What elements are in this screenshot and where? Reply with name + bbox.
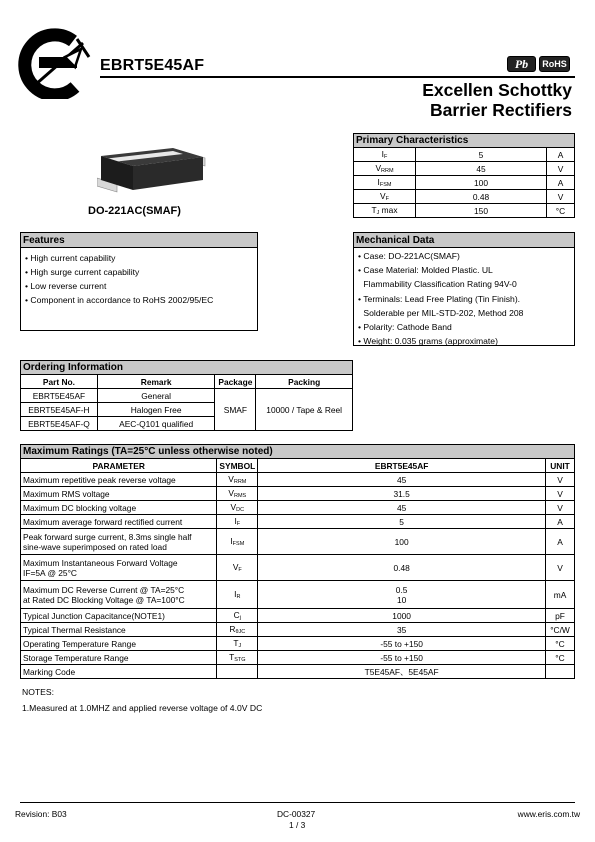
unit-cell: pF [546, 609, 575, 623]
package-label: DO-221AC(SMAF) [88, 205, 181, 217]
parameter-text: Marking Code [23, 666, 76, 677]
footer-revision: Revision: B03 [15, 809, 67, 819]
symbol-letter: V [230, 502, 237, 512]
footer-rule [20, 802, 575, 803]
footer-page-number: 1 / 3 [289, 820, 306, 830]
primary-row [354, 190, 575, 204]
feature-item [25, 279, 253, 293]
mechanical-text: Flammability Classification Rating 94V-0 [363, 279, 517, 290]
primary-row [354, 148, 575, 162]
max-ratings-title: Maximum Ratings (TA=25°C unless otherwise noted) [21, 445, 575, 459]
rating-value: 31.5 [393, 488, 410, 499]
part-number-title: EBRT5E45AF [100, 57, 205, 74]
parameter-text: Maximum DC Reverse Current @ TA=25°C [23, 584, 185, 595]
mechanical-item [358, 306, 570, 320]
feature-item [25, 293, 253, 307]
mechanical-text: Polarity: Cathode Band [363, 322, 452, 333]
value-cell [258, 473, 546, 487]
bullet: • [25, 295, 31, 305]
ordering-remark: AEC-Q101 qualified [97, 417, 214, 431]
symbol-subscript: FSM [232, 541, 245, 547]
features-box [20, 232, 258, 331]
feature-text: High surge current capability [30, 267, 140, 277]
mechanical-text: Solderable per MIL-STD-202, Method 208 [363, 307, 524, 318]
max-ratings-column-header: SYMBOL [217, 459, 258, 473]
symbol-letter: V [380, 191, 386, 201]
parameter-cell [21, 555, 217, 581]
subtitle-line-2: Barrier Rectifiers [429, 100, 572, 120]
max-ratings-row [21, 665, 575, 679]
symbol-cell [217, 623, 258, 637]
symbol-letter: T [229, 652, 235, 662]
symbol-cell [354, 176, 416, 190]
symbol-letter: I [234, 516, 237, 526]
value-cell [258, 637, 546, 651]
features-list [21, 248, 257, 310]
unit-cell: °C [546, 637, 575, 651]
symbol-letter: I [381, 149, 384, 159]
bullet: • [25, 253, 31, 263]
value-cell [258, 623, 546, 637]
bullet: • [358, 251, 364, 261]
value-cell [258, 529, 546, 555]
subtitle-line-1: Excellen Schottky [422, 80, 572, 100]
parameter-cell [21, 651, 217, 665]
symbol-letter: V [232, 562, 239, 572]
symbol-letter: I [377, 177, 380, 187]
rating-value: 45 [396, 474, 407, 485]
parameter-text: at Rated DC Blocking Voltage @ TA=100°C [23, 594, 185, 605]
mechanical-item [358, 292, 570, 306]
feature-item [25, 251, 253, 265]
unit-cell [546, 665, 575, 679]
features-title: Features [21, 233, 257, 248]
pb-free-badge: Pb [507, 56, 536, 72]
symbol-cell [217, 487, 258, 501]
symbol-cell [217, 651, 258, 665]
bullet: • [358, 265, 364, 276]
rating-value: -55 to +150 [380, 652, 423, 663]
primary-value: 150 [416, 204, 547, 218]
symbol-subscript: J [376, 210, 380, 216]
symbol-cell [354, 162, 416, 176]
mechanical-text: Weight: 0.035 grams (approximate) [363, 336, 498, 347]
ordering-column-header: Part No. [21, 375, 98, 389]
value-cell [258, 581, 546, 609]
symbol-subscript: θJC [235, 629, 246, 635]
ordering-column-header: Packing [256, 375, 353, 389]
max-ratings-row [21, 487, 575, 501]
rating-value: 35 [396, 624, 407, 635]
mechanical-item [358, 249, 570, 263]
mechanical-title: Mechanical Data [354, 233, 574, 248]
value-cell [258, 651, 546, 665]
parameter-text: Maximum RMS voltage [23, 488, 110, 499]
parameter-cell [21, 501, 217, 515]
mechanical-item [358, 334, 570, 348]
rating-value: 45 [396, 502, 407, 513]
notes-title: NOTES: [22, 687, 54, 697]
symbol-subscript: RMS [234, 493, 247, 499]
parameter-cell [21, 623, 217, 637]
symbol-subscript: F [238, 567, 242, 573]
symbol-cell [217, 555, 258, 581]
rohs-badge: RoHS [539, 56, 570, 72]
symbol-cell [217, 473, 258, 487]
primary-value: 45 [416, 162, 547, 176]
symbol-letter: V [375, 163, 382, 173]
bullet: • [25, 281, 31, 291]
rating-value: T5E45AF、5E45AF [364, 666, 439, 677]
symbol-subscript: j [239, 615, 241, 621]
rating-value: -55 to +150 [380, 638, 423, 649]
mechanical-item [358, 320, 570, 334]
maximum-ratings-table [20, 444, 575, 679]
parameter-text: Maximum Instantaneous Forward Voltage [23, 557, 178, 568]
max-ratings-row [21, 473, 575, 487]
symbol-letter: I [234, 589, 237, 599]
rating-value: 0.5 [395, 584, 408, 595]
symbol-cell [354, 204, 416, 218]
mechanical-item [358, 263, 570, 277]
note-1: 1.Measured at 1.0MHZ and applied reverse voltage of 4.0V DC [22, 703, 263, 713]
mechanical-data-box [353, 232, 575, 346]
symbol-letter: V [228, 474, 234, 484]
ordering-remark: General [97, 389, 214, 403]
unit-cell: °C/W [546, 623, 575, 637]
parameter-text: sine-wave superimposed on rated load [23, 541, 167, 552]
parameter-cell [21, 473, 217, 487]
primary-row [354, 162, 575, 176]
max-ratings-column-header: EBRT5E45AF [258, 459, 546, 473]
primary-row [354, 176, 575, 190]
parameter-text: Storage Temperature Range [23, 652, 129, 663]
symbol-letter: R [229, 624, 236, 634]
symbol-letter: T [233, 638, 239, 648]
primary-unit: A [547, 176, 575, 190]
parameter-text: Maximum repetitive peak reverse voltage [23, 474, 176, 485]
ordering-part-no: EBRT5E45AF [21, 389, 98, 403]
ordering-information-table [20, 360, 353, 431]
symbol-suffix: max [379, 205, 398, 215]
ordering-title: Ordering Information [21, 361, 353, 375]
parameter-text: Maximum average forward rectified current [23, 516, 183, 527]
unit-cell: A [546, 515, 575, 529]
value-cell [258, 609, 546, 623]
footer-website: www.eris.com.tw [517, 809, 580, 819]
unit-cell: V [546, 555, 575, 581]
package-image [97, 148, 207, 196]
parameter-cell [21, 665, 217, 679]
symbol-letter: C [233, 610, 240, 620]
primary-row [354, 204, 575, 218]
symbol-subscript: F [385, 196, 389, 202]
unit-cell: V [546, 501, 575, 515]
max-ratings-row [21, 529, 575, 555]
ordering-column-header: Remark [97, 375, 214, 389]
symbol-cell [217, 665, 258, 679]
symbol-subscript: FSM [379, 182, 392, 188]
max-ratings-row [21, 555, 575, 581]
symbol-subscript: J [238, 643, 242, 649]
max-ratings-row [21, 609, 575, 623]
parameter-text: Maximum DC blocking voltage [23, 502, 137, 513]
primary-characteristics-table [353, 133, 575, 218]
primary-title: Primary Characteristics [354, 134, 575, 148]
ordering-packing: 10000 / Tape & Reel [256, 389, 353, 431]
unit-cell: A [546, 529, 575, 555]
unit-cell: V [546, 473, 575, 487]
symbol-cell [217, 515, 258, 529]
symbol-subscript: RRM [233, 479, 247, 485]
primary-unit: A [547, 148, 575, 162]
value-cell [258, 665, 546, 679]
feature-text: High current capability [30, 253, 116, 263]
symbol-letter: V [228, 488, 234, 498]
feature-item [25, 265, 253, 279]
parameter-text: Typical Junction Capacitance(NOTE1) [23, 610, 165, 621]
max-ratings-row [21, 515, 575, 529]
parameter-text: Typical Thermal Resistance [23, 624, 126, 635]
max-ratings-column-header: PARAMETER [21, 459, 217, 473]
symbol-subscript: R [236, 594, 241, 600]
symbol-cell [217, 501, 258, 515]
mechanical-item [358, 277, 570, 291]
mechanical-text: Case: DO-221AC(SMAF) [363, 251, 460, 261]
ordering-row [21, 389, 353, 403]
parameter-text: Operating Temperature Range [23, 638, 136, 649]
ordering-part-no: EBRT5E45AF-H [21, 403, 98, 417]
primary-value: 0.48 [416, 190, 547, 204]
parameter-cell [21, 581, 217, 609]
primary-unit: V [547, 162, 575, 176]
value-cell [258, 515, 546, 529]
value-cell [258, 555, 546, 581]
symbol-subscript: STG [234, 657, 246, 663]
mechanical-text: Terminals: Lead Free Plating (Tin Finish). [363, 293, 521, 304]
title-rule [100, 76, 575, 78]
parameter-cell [21, 515, 217, 529]
max-ratings-row [21, 581, 575, 609]
parameter-text: Peak forward surge current, 8.3ms single half [23, 531, 192, 542]
symbol-subscript: DC [236, 507, 245, 513]
parameter-cell [21, 487, 217, 501]
symbol-cell [354, 190, 416, 204]
product-subtitle [422, 80, 572, 120]
symbol-cell [217, 529, 258, 555]
primary-unit: V [547, 190, 575, 204]
symbol-letter: I [230, 536, 233, 546]
feature-text: Low reverse current [30, 281, 107, 291]
rating-value: 100 [394, 536, 409, 547]
max-ratings-row [21, 501, 575, 515]
symbol-subscript: F [236, 521, 241, 527]
max-ratings-row [21, 623, 575, 637]
rating-value: 5 [399, 516, 404, 527]
ordering-part-no: EBRT5E45AF-Q [21, 417, 98, 431]
max-ratings-row [21, 651, 575, 665]
primary-value: 100 [416, 176, 547, 190]
rating-value: 0.48 [393, 562, 410, 573]
symbol-cell [217, 637, 258, 651]
unit-cell: V [546, 487, 575, 501]
symbol-cell [354, 148, 416, 162]
max-ratings-row [21, 637, 575, 651]
parameter-cell [21, 609, 217, 623]
rating-value: 10 [396, 594, 407, 605]
unit-cell: mA [546, 581, 575, 609]
symbol-cell [217, 581, 258, 609]
ordering-remark: Halogen Free [97, 403, 214, 417]
mechanical-list [354, 248, 574, 351]
symbol-subscript: F [383, 154, 388, 160]
value-cell [258, 487, 546, 501]
symbol-cell [217, 609, 258, 623]
bullet: • [358, 293, 364, 304]
ordering-package: SMAF [215, 389, 256, 431]
footer-doc-number: DC-00327 [277, 809, 316, 819]
parameter-cell [21, 529, 217, 555]
parameter-cell [21, 637, 217, 651]
bullet: • [358, 336, 364, 347]
mechanical-text: Case Material: Molded Plastic. UL [363, 265, 493, 276]
bullet: • [358, 322, 364, 333]
parameter-text: IF=5A @ 25°C [23, 567, 77, 578]
rating-value: 1000 [392, 610, 411, 621]
feature-text: Component in accordance to RoHS 2002/95/EC [30, 295, 214, 305]
unit-cell: °C [546, 651, 575, 665]
company-logo [17, 27, 97, 99]
primary-value: 5 [416, 148, 547, 162]
ordering-column-header: Package [215, 375, 256, 389]
value-cell [258, 501, 546, 515]
max-ratings-column-header: UNIT [546, 459, 575, 473]
bullet: • [25, 267, 31, 277]
symbol-letter: T [371, 205, 377, 215]
primary-unit: °C [547, 204, 575, 218]
symbol-subscript: RRM [381, 168, 394, 174]
